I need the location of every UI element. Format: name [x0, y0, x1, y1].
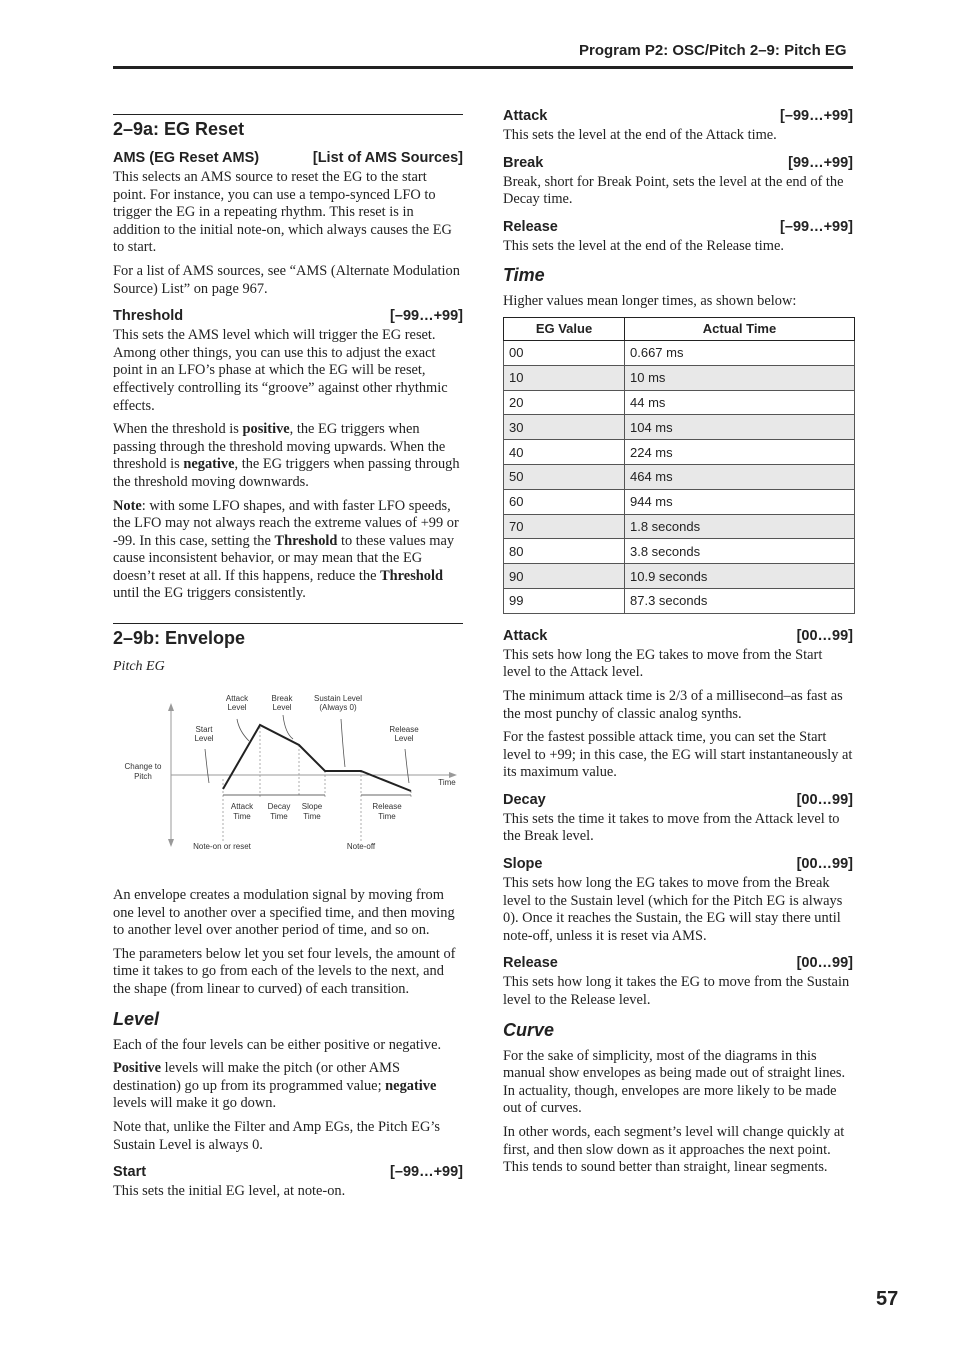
- table-row: [504, 539, 855, 564]
- label-attack-level: Attack: [225, 694, 249, 704]
- table-row: [504, 489, 855, 514]
- svg-text:Level: Level: [272, 703, 292, 713]
- label-sustain-level: Sustain Level: [313, 694, 363, 704]
- cell-actual-time: 87.3 seconds: [625, 588, 855, 613]
- cell-eg-value: 60: [504, 489, 625, 514]
- page-number: 57: [876, 1288, 899, 1310]
- param-label: Attack: [503, 627, 548, 644]
- paragraph: The parameters below let you set four levels, the amount of time it takes to go from each of the levels to the next, and the shape (from linear to curved) of each transition.: [113, 945, 456, 998]
- label-slope-time: Slope: [301, 802, 323, 812]
- paragraph: Higher values mean longer times, as shown below:: [503, 293, 797, 310]
- svg-text:(Always 0): (Always 0): [319, 703, 357, 713]
- paragraph: Note that, unlike the Filter and Amp EGs, the Pitch EG’s Sustain Level is always 0.: [113, 1119, 440, 1153]
- param-range: [–99…+99]: [390, 1164, 463, 1181]
- paragraph: This sets the level at the end of the Release time.: [503, 237, 784, 254]
- cell-eg-value: 70: [504, 514, 625, 539]
- param-range: [–99…+99]: [780, 108, 853, 124]
- pitch-eg-diagram: [113, 679, 463, 879]
- paragraph: The minimum attack time is 2/3 of a millisecond–as fast as the most punchy of classic analog synths.: [503, 687, 843, 722]
- param-label: Break: [503, 154, 544, 171]
- paragraph: For a list of AMS sources, see “AMS (Alternate Modulation Source) List” on page 967.: [113, 262, 460, 297]
- subsection-title-time: Time: [503, 265, 545, 286]
- cell-eg-value: 10: [504, 365, 625, 390]
- subsection-title-level: Level: [113, 1008, 160, 1029]
- cell-eg-value: 40: [504, 440, 625, 465]
- cell-eg-value: 99: [504, 588, 625, 613]
- axis-arrow-down: [168, 839, 174, 847]
- paragraph: This sets the level at the end of the Attack time.: [503, 127, 777, 143]
- svg-text:Level: Level: [194, 734, 214, 744]
- cell-actual-time: 224 ms: [625, 440, 855, 465]
- cell-actual-time: 10.9 seconds: [625, 564, 855, 589]
- paragraph: This selects an AMS source to reset the EG to the start point. For instance, you can use a tempo-synced LFO to trigger the EG in a repeating rhythm. This reset is in addition to the initial note-on, which always causes the EG to start.: [113, 169, 452, 256]
- cell-eg-value: 50: [504, 464, 625, 489]
- label-release-time: Release: [372, 802, 402, 812]
- paragraph: For the fastest possible attack time, you can set the Start level to +99; in this case, the EG will start instantaneously at its maximum value.: [503, 729, 853, 781]
- cell-actual-time: 44 ms: [625, 390, 855, 415]
- param-range: [–99…+99]: [390, 308, 463, 325]
- label-decay-time: Decay: [267, 802, 291, 812]
- param-ams: [113, 150, 463, 166]
- subsection-title-curve: Curve: [503, 1019, 555, 1040]
- cell-actual-time: 3.8 seconds: [625, 539, 855, 564]
- label-note-off: Note-off: [346, 842, 376, 852]
- param-range: [00…99]: [796, 856, 853, 873]
- param-label: Attack: [503, 108, 548, 124]
- paragraph: When the threshold is positive, the EG triggers when passing through the threshold moving upwards. When the threshold is negative, the EG triggers when passing through the threshold moving downwards.: [113, 421, 460, 490]
- section-title-envelope: 2–9b: Envelope: [113, 628, 246, 649]
- param-label: Threshold: [113, 308, 184, 325]
- paragraph: This sets the AMS level which will trigger the EG reset. Among other things, you can use this to adjust the exact point in an LFO’s phase at which the EG will be reset, effectively controlling its “groove” against other rhythmic effects.: [113, 327, 448, 414]
- param-range: [00…99]: [796, 955, 853, 972]
- right-column: [503, 108, 853, 1183]
- paragraph: Positive levels will make the pitch (or other AMS destination) go up from its programmed value; negative levels will make it go down.: [113, 1060, 437, 1112]
- svg-text:Level: Level: [227, 703, 247, 713]
- cell-actual-time: 464 ms: [625, 464, 855, 489]
- table-row: [504, 464, 855, 489]
- param-label: AMS (EG Reset AMS): [113, 150, 260, 166]
- table-row: [504, 514, 855, 539]
- running-header: Program P2: OSC/Pitch 2–9: Pitch EG: [579, 42, 847, 59]
- svg-text:Time: Time: [233, 812, 251, 822]
- paragraph: This sets how long it takes the EG to move from the Sustain level to the Release level.: [503, 974, 850, 1009]
- cell-actual-time: 10 ms: [625, 365, 855, 390]
- svg-text:Level: Level: [394, 734, 414, 744]
- label-change-to-pitch: Change to: [124, 762, 162, 772]
- section-title-eg-reset: 2–9a: EG Reset: [113, 119, 245, 139]
- svg-text:Pitch: Pitch: [134, 772, 152, 782]
- param-range: [00…99]: [796, 791, 853, 808]
- envelope-line: [223, 725, 414, 791]
- table-header-row: [504, 317, 855, 340]
- param-range: [–99…+99]: [780, 218, 853, 235]
- table-row: [504, 564, 855, 589]
- param-label: Start: [113, 1164, 147, 1181]
- param-label: Release: [503, 955, 558, 972]
- left-column: [113, 114, 463, 1207]
- paragraph: This sets how long the EG takes to move from the Start level to the Attack level.: [503, 646, 823, 681]
- param-decay: [503, 792, 853, 808]
- header-rule: [113, 66, 853, 69]
- axis-arrow-up: [168, 703, 174, 711]
- table-row: [504, 440, 855, 465]
- table-row: [504, 365, 855, 390]
- label-start-level: Start: [195, 725, 213, 735]
- param-label: Slope: [503, 856, 543, 873]
- cell-eg-value: 80: [504, 539, 625, 564]
- cell-actual-time: 0.667 ms: [625, 340, 855, 365]
- paragraph: In other words, each segment’s level will change quickly at first, and then slow down as it approaches the next point. This tends to sound better than straight, linear segments.: [503, 1124, 845, 1176]
- cell-eg-value: 00: [504, 340, 625, 365]
- param-break: [503, 155, 853, 171]
- diagram-caption: Pitch EG: [113, 659, 165, 675]
- table-row: [504, 415, 855, 440]
- table-row: [504, 390, 855, 415]
- cell-eg-value: 90: [504, 564, 625, 589]
- section-rule: [113, 114, 463, 115]
- time-table: [503, 317, 855, 614]
- param-label: Decay: [503, 791, 546, 808]
- paragraph: This sets the time it takes to move from the Attack level to the Break level.: [503, 810, 840, 845]
- param-range: [List of AMS Sources]: [312, 150, 463, 166]
- paragraph: Each of the four levels can be either positive or negative.: [113, 1036, 442, 1053]
- param-range: [99…+99]: [788, 154, 853, 171]
- label-note-on: Note-on or reset: [193, 842, 251, 852]
- cell-actual-time: 1.8 seconds: [625, 514, 855, 539]
- note-paragraph: Note: with some LFO shapes, and with faster LFO speeds, the LFO may not always reach the extreme values of +99 or -99. In this case, setting the Threshold to these values may cause inconsistent behavior, or may mean that the EG doesn’t reset at all. If this happens, reduce the Threshold until the EG triggers consistently.: [113, 497, 459, 602]
- paragraph: An envelope creates a modulation signal by moving from one level to another over a specified time, and then moving to another level over another period of time, and so on.: [113, 887, 455, 939]
- table-row: [504, 340, 855, 365]
- cell-actual-time: 944 ms: [625, 489, 855, 514]
- paragraph: This sets the initial EG level, at note-on.: [113, 1183, 346, 1200]
- paragraph: This sets how long the EG takes to move from the Break level to the Sustain level (which for the Pitch EG is always 0). Once it reaches the Sustain, the EG will stay there until note-off, unless it is reset via AMS.: [503, 875, 843, 944]
- section-rule: [113, 623, 463, 624]
- label-release-level: Release: [389, 725, 419, 735]
- paragraph: Break, short for Break Point, sets the level at the end of the Decay time.: [503, 173, 844, 208]
- label-break-level: Break: [271, 694, 293, 704]
- param-label: Release: [503, 218, 558, 235]
- param-attack-time: [503, 628, 853, 644]
- param-threshold: [113, 308, 463, 324]
- param-range: [00…99]: [796, 627, 853, 644]
- svg-text:Time: Time: [303, 812, 321, 822]
- cell-eg-value: 20: [504, 390, 625, 415]
- paragraph: For the sake of simplicity, most of the diagrams in this manual show envelopes as being made out of straight lines. In actuality, though, envelopes are more likely to be made out of curves.: [503, 1047, 846, 1117]
- table-header: Actual Time: [625, 317, 855, 340]
- param-attack-level: [503, 108, 853, 124]
- cell-actual-time: 104 ms: [625, 415, 855, 440]
- table-header: EG Value: [504, 317, 625, 340]
- param-release-time: [503, 955, 853, 971]
- param-release-level: [503, 219, 853, 235]
- label-time: Time: [438, 778, 456, 788]
- param-start: [113, 1164, 463, 1180]
- table-row: [504, 588, 855, 613]
- svg-text:Time: Time: [378, 812, 396, 822]
- svg-text:Time: Time: [270, 812, 288, 822]
- cell-eg-value: 30: [504, 415, 625, 440]
- label-attack-time: Attack: [230, 802, 254, 812]
- param-slope: [503, 856, 853, 872]
